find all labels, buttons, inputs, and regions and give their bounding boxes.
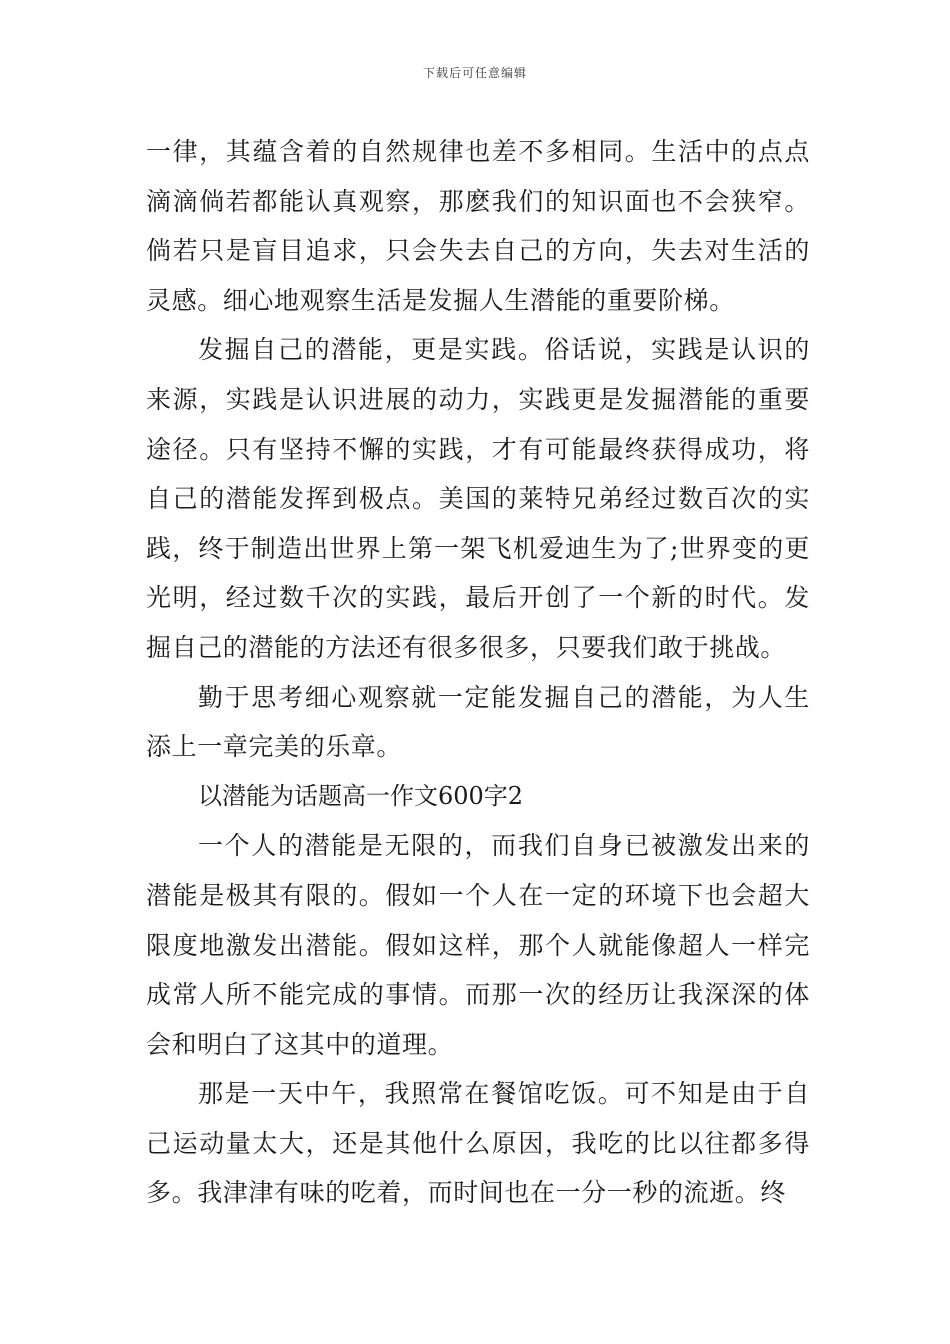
document-body [146,127,810,1218]
paragraph-1: 一律，其蕴含着的自然规律也差不多相同。生活中的点点滴滴倘若都能认真观察，那麽我们的知识面也不会狭窄。倘若只是盲目追求，只会失去自己的方向，失去对生活的灵感。细心地观察生活是发掘人生潜能的重要阶梯。 [146,137,810,315]
paragraph-5: 那是一天中午，我照常在餐馆吃饭。可不知是由于自己运动量太大，还是其他什么原因，我吃的比以往都多得多。我津津有味的吃着，而时间也在一分一秒的流逝。终 [146,1079,810,1208]
paragraph-2: 发掘自己的潜能，更是实践。俗话说，实践是认识的来源，实践是认识进展的动力，实践更是发掘潜能的重要途径。只有坚持不懈的实践，才有可能最终获得成功，将自己的潜能发挥到极点。美国的莱特兄弟经过数百次的实践，终于制造出世界上第一架飞机爱迪生为了;世界变的更光明，经过数千次的实践，最后开创了一个新的时代。发掘自己的潜能的方法还有很多很多，只要我们敢于挑战。 [146,335,810,662]
essay-title: 以潜能为话题高一作文600字2 [198,781,524,810]
paragraph-3: 勤于思考细心观察就一定能发掘自己的潜能，为人生添上一章完美的乐章。 [146,682,810,762]
page-header: 下载后可任意编辑 [422,66,527,80]
paragraph-4: 一个人的潜能是无限的，而我们自身已被激发出来的潜能是极其有限的。假如一个人在一定的环境下也会超大限度地激发出潜能。假如这样，那个人就能像超人一样完成常人所不能完成的事情。而那一次的经历让我深深的体会和明白了这其中的道理。 [146,831,810,1059]
